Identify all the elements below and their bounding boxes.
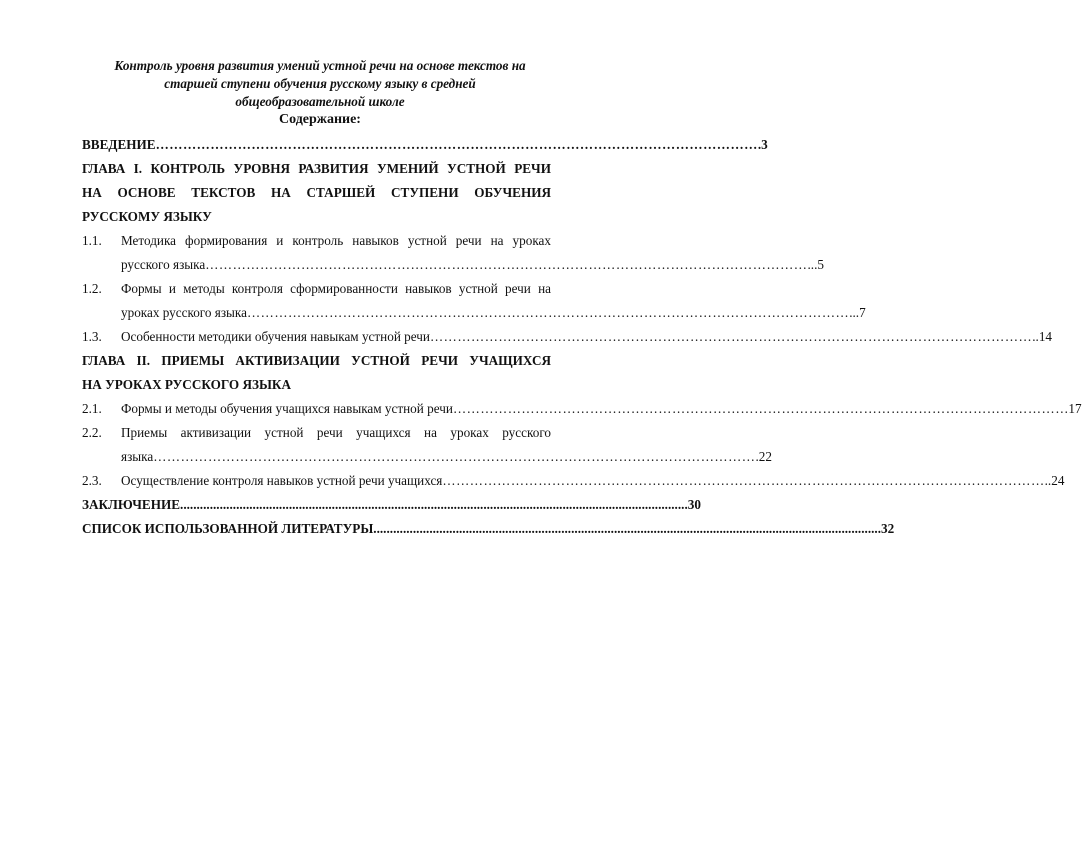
toc-section-1-2 xyxy=(82,277,551,301)
toc-chapter-2-line-2: НА УРОКАХ РУССКОГО ЯЗЫКА xyxy=(82,377,291,392)
dot-leader: .......................................................................................................................................................... xyxy=(373,521,881,536)
section-number: 1.3. xyxy=(82,329,102,344)
section-text-cont: уроках русского языка xyxy=(121,305,247,320)
toc-entry-conclusion xyxy=(82,493,701,517)
toc-entry-page: 32 xyxy=(881,521,895,536)
toc-entry-text: ВВЕДЕНИЕ xyxy=(82,137,156,152)
dot-leader: …………………………………………………………………………………………………………………… xyxy=(429,329,1033,344)
title-line-3: общеобразовательной школе xyxy=(235,94,405,109)
toc-chapter-1-line-1: ГЛАВА I. КОНТРОЛЬ УРОВНЯ РАЗВИТИЯ УМЕНИЙ УСТНОЙ РЕЧИ xyxy=(82,161,551,176)
toc-section-2-3 xyxy=(82,469,1065,493)
section-text-cont: русского языка xyxy=(121,257,206,272)
toc-entry-page: .22 xyxy=(755,449,772,464)
toc-chapter-1-line-3: РУССКОМУ ЯЗЫКУ xyxy=(82,209,212,224)
toc-chapter-2-line-1: ГЛАВА II. ПРИЕМЫ АКТИВИЗАЦИИ УСТНОЙ РЕЧИ УЧАЩИХСЯ xyxy=(82,353,551,368)
toc-entry-page: ...7 xyxy=(849,305,866,320)
section-text: Осуществление контроля навыков устной речи учащихся xyxy=(121,473,443,488)
dot-leader: …………………………………………………………………………………………………………………… xyxy=(442,473,1045,488)
title-line-2: старшей ступени обучения русскому языку в средней xyxy=(164,76,476,91)
section-text: Формы и методы контроля сформированности навыков устной речи на xyxy=(121,281,551,296)
document-title xyxy=(90,57,550,111)
section-text: Методика формирования и контроль навыков устной речи на уроках xyxy=(121,233,551,248)
toc-section-1-1 xyxy=(82,229,551,253)
dot-leader: …………………………………………………………………………………………………………………… xyxy=(246,305,850,320)
toc-section-1-1-cont xyxy=(82,253,824,277)
toc-entry-text: СПИСОК ИСПОЛЬЗОВАННОЙ ЛИТЕРАТУРЫ xyxy=(82,521,374,536)
table-of-contents xyxy=(82,133,1082,541)
section-number: 2.1. xyxy=(82,401,102,416)
toc-entry-page: .3 xyxy=(757,137,768,152)
dot-leader: …………………………………………………………………………………………………………………… xyxy=(153,449,756,464)
section-text: Приемы активизации устной речи учащихся на уроках русского xyxy=(121,425,551,440)
toc-section-2-1 xyxy=(82,397,1082,421)
toc-section-2-2 xyxy=(82,421,551,445)
section-number: 2.2. xyxy=(82,425,102,440)
dot-leader: …………………………………………………………………………………………………………………… xyxy=(205,257,808,272)
toc-entry-text: ЗАКЛЮЧЕНИЕ xyxy=(82,497,181,512)
title-line-1: Контроль уровня развития умений устной речи на основе текстов на xyxy=(114,58,526,73)
toc-section-1-2-cont xyxy=(82,301,866,325)
dot-leader: …………………………………………………………………………………………………………………… xyxy=(155,137,758,152)
toc-section-2-2-cont xyxy=(82,445,772,469)
section-text-cont: языка xyxy=(121,449,154,464)
toc-entry-intro xyxy=(82,133,768,157)
dot-leader: .......................................................................................................................................................... xyxy=(180,497,688,512)
toc-entry-page: ..14 xyxy=(1032,329,1053,344)
toc-entry-page: …17 xyxy=(1055,401,1082,416)
section-number: 2.3. xyxy=(82,473,102,488)
section-number: 1.1. xyxy=(82,233,102,248)
section-number: 1.2. xyxy=(82,281,102,296)
section-text: Формы и методы обучения учащихся навыкам устной речи xyxy=(121,401,453,416)
section-text: Особенности методики обучения навыкам устной речи xyxy=(121,329,430,344)
toc-entry-page: ..24 xyxy=(1044,473,1065,488)
toc-entry-references xyxy=(82,517,895,541)
toc-entry-page: ...5 xyxy=(807,257,824,272)
toc-chapter-1-line-2: НА ОСНОВЕ ТЕКСТОВ НА СТАРШЕЙ СТУПЕНИ ОБУЧЕНИЯ xyxy=(82,185,551,200)
contents-heading: Содержание: xyxy=(279,112,361,127)
toc-section-1-3 xyxy=(82,325,1053,349)
dot-leader: …………………………………………………………………………………………………………………… xyxy=(452,401,1056,416)
toc-entry-page: 30 xyxy=(687,497,701,512)
